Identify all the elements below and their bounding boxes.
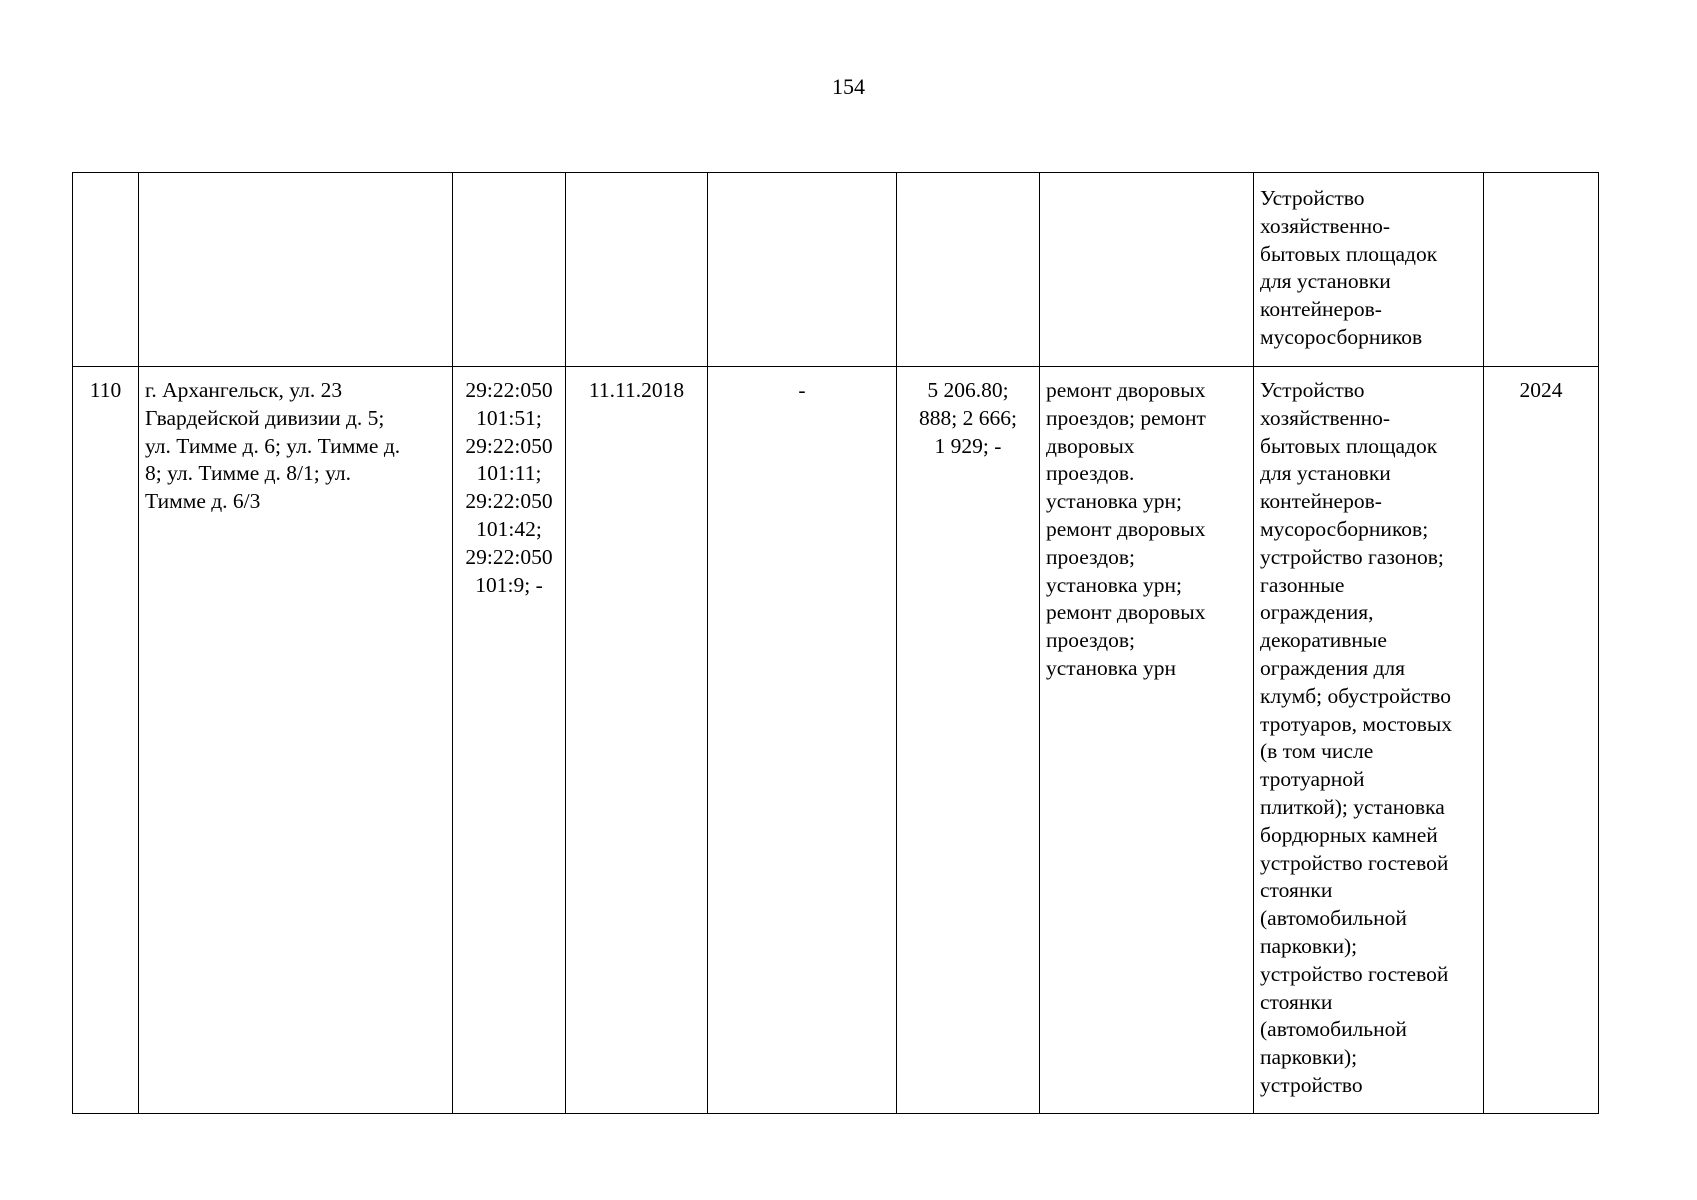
works-line: парковки); bbox=[1260, 1045, 1358, 1070]
works-line: бытовых площадок bbox=[1260, 433, 1438, 458]
cadastral-line: 101:11; bbox=[476, 461, 542, 486]
cadastral-line: 29:22:050 bbox=[465, 489, 553, 514]
row-number: 110 bbox=[89, 378, 122, 402]
cell-dash-empty bbox=[708, 173, 897, 367]
page-number: 154 bbox=[832, 74, 865, 99]
works-line: бордюрных камней bbox=[1260, 822, 1438, 847]
area-line: 5 206.80; bbox=[927, 378, 1009, 402]
works-line: Устройство bbox=[1260, 378, 1365, 402]
works-line: ограждения, bbox=[1260, 600, 1374, 625]
works-line: клумб; обустройство bbox=[1260, 683, 1452, 708]
dash-value: - bbox=[798, 378, 806, 402]
cell-date bbox=[566, 367, 708, 1114]
cell-date-empty bbox=[566, 173, 708, 367]
address-line: 8; ул. Тимме д. 8/1; ул. bbox=[145, 461, 352, 486]
cell-cadastral bbox=[453, 367, 566, 1114]
repair-line: проездов; bbox=[1046, 544, 1135, 569]
works-line: для установки bbox=[1260, 269, 1391, 294]
repair-line: ремонт дворовых bbox=[1046, 378, 1206, 402]
table-row-continued bbox=[73, 173, 1599, 367]
cell-repair bbox=[1040, 367, 1254, 1114]
table-row-110 bbox=[73, 367, 1599, 1114]
cell-address-empty bbox=[139, 173, 453, 367]
year-value: 2024 bbox=[1519, 378, 1563, 402]
works-line: устройство газонов; bbox=[1260, 544, 1444, 569]
cell-dash bbox=[708, 367, 897, 1114]
works-line: для установки bbox=[1260, 461, 1391, 486]
works-line: парковки); bbox=[1260, 933, 1358, 958]
cell-year-empty bbox=[1484, 173, 1599, 367]
repair-line: проездов. bbox=[1046, 461, 1135, 486]
works-line: Устройство bbox=[1260, 186, 1365, 210]
cadastral-line: 101:42; bbox=[476, 516, 542, 541]
works-line: устройство гостевой bbox=[1260, 850, 1449, 875]
cell-works bbox=[1254, 367, 1484, 1114]
cell-works-continued bbox=[1254, 173, 1484, 367]
address-line: ул. Тимме д. 6; ул. Тимме д. bbox=[145, 433, 401, 458]
cell-cadastral-empty bbox=[453, 173, 566, 367]
area-line: 888; 2 666; bbox=[919, 405, 1017, 430]
works-line: тротуаров, мостовых bbox=[1260, 711, 1453, 736]
cadastral-line: 29:22:050 bbox=[465, 433, 553, 458]
repair-line: проездов; ремонт bbox=[1046, 405, 1206, 430]
works-line: тротуарной bbox=[1260, 767, 1365, 792]
repair-line: дворовых bbox=[1046, 433, 1135, 458]
works-line: (в том числе bbox=[1260, 739, 1374, 764]
address-line: Тимме д. 6/3 bbox=[145, 489, 261, 514]
works-line: мусоросборников; bbox=[1260, 516, 1429, 541]
cadastral-line: 29:22:050 bbox=[465, 544, 553, 569]
address-line: Гвардейской дивизии д. 5; bbox=[145, 405, 385, 430]
works-line: устройство гостевой bbox=[1260, 961, 1449, 986]
repair-line: установка урн; bbox=[1046, 572, 1182, 597]
works-line: (автомобильной bbox=[1260, 1017, 1407, 1042]
works-line: ограждения для bbox=[1260, 655, 1406, 680]
cell-address bbox=[139, 367, 453, 1114]
cell-num bbox=[73, 367, 139, 1114]
cell-area bbox=[897, 367, 1040, 1114]
cell-num-empty bbox=[73, 173, 139, 367]
works-line: (автомобильной bbox=[1260, 906, 1407, 931]
address-line: г. Архангельск, ул. 23 bbox=[145, 378, 343, 402]
repair-line: ремонт дворовых bbox=[1046, 600, 1206, 625]
repair-line: установка урн; bbox=[1046, 489, 1182, 514]
works-line: бытовых площадок bbox=[1260, 241, 1438, 266]
area-line: 1 929; - bbox=[934, 433, 1002, 458]
repair-line: ремонт дворовых bbox=[1046, 516, 1206, 541]
works-line: контейнеров- bbox=[1260, 489, 1382, 514]
works-line: хозяйственно- bbox=[1260, 213, 1390, 238]
repair-line: установка урн bbox=[1046, 655, 1176, 680]
works-line: мусоросборников bbox=[1260, 324, 1423, 349]
cadastral-line: 101:9; - bbox=[475, 572, 543, 597]
works-line: хозяйственно- bbox=[1260, 405, 1390, 430]
works-line: плиткой); установка bbox=[1260, 794, 1445, 819]
works-line: стоянки bbox=[1260, 878, 1333, 903]
cadastral-line: 29:22:050 bbox=[465, 378, 553, 402]
registry-table bbox=[72, 172, 1599, 1114]
cell-year bbox=[1484, 367, 1599, 1114]
works-line: устройство bbox=[1260, 1072, 1363, 1097]
repair-line: проездов; bbox=[1046, 628, 1135, 653]
cadastral-line: 101:51; bbox=[476, 405, 542, 430]
cell-repair-empty bbox=[1040, 173, 1254, 367]
works-line: стоянки bbox=[1260, 989, 1333, 1014]
date-value: 11.11.2018 bbox=[588, 378, 685, 402]
works-line: газонные bbox=[1260, 572, 1345, 597]
cell-area-empty bbox=[897, 173, 1040, 367]
works-line: декоративные bbox=[1260, 628, 1387, 653]
works-line: контейнеров- bbox=[1260, 297, 1382, 322]
